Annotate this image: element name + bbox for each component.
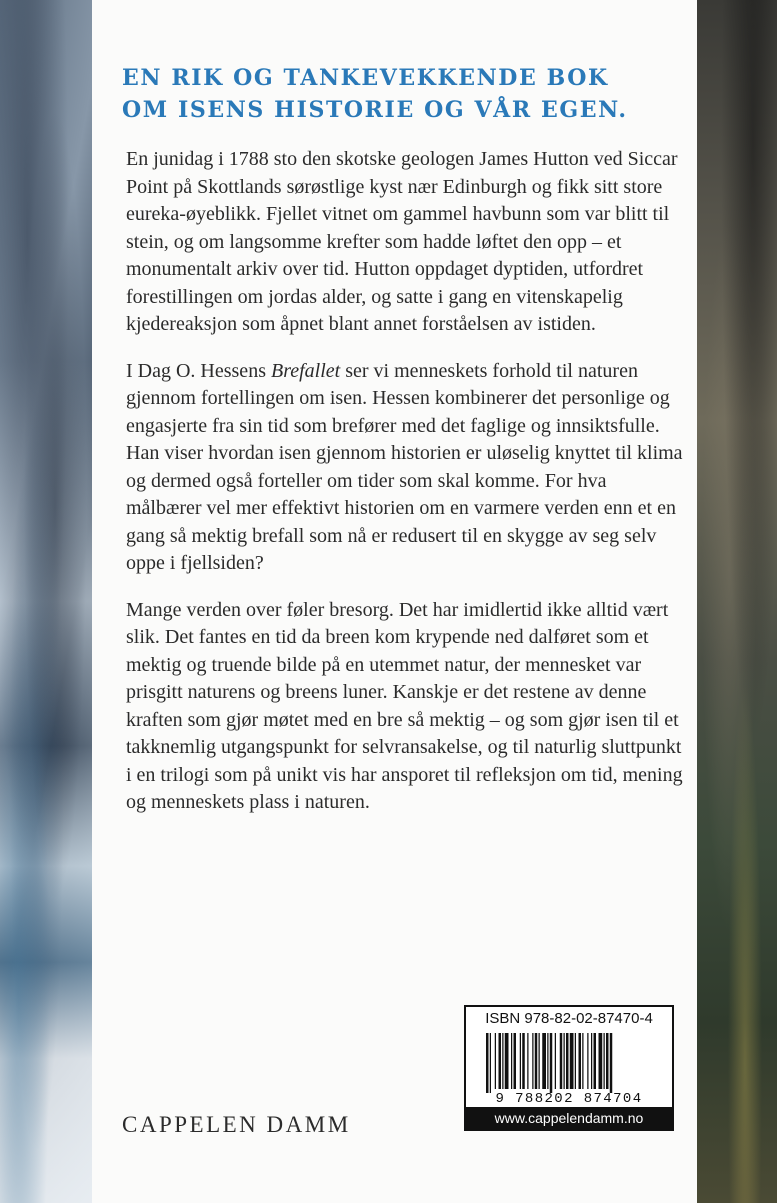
publisher-logo: CAPPELEN DAMM xyxy=(122,1112,351,1137)
isbn-label: ISBN 978-82-02-87470-4 xyxy=(466,1007,672,1031)
book-title: Brefallet xyxy=(270,359,341,382)
paragraph-2 xyxy=(126,358,686,578)
blurb xyxy=(126,146,686,836)
headline xyxy=(122,62,692,126)
cover-artwork-right xyxy=(697,0,777,1203)
headline-line-2: OM ISENS HISTORIE OG VÅR EGEN. xyxy=(122,97,628,123)
paragraph-1: En junidag i 1788 sto den skotske geologen James Hutton ved Siccar Point på Skottlands sørøstlige kyst nær Edinburgh og fikk sitt store eureka-øyeblikk. Fjellet vitnet om gammel havbunn som var blitt til stein, og om langsomme krefter som hadde løftet den opp – et monumentalt arkiv over tid. Hutton oppdaget dyptiden, utfordret forestillingen om jordas alder, og satte i gang en vitenskapelig kjedereaksjon som åpnet blant annet forståelsen av istiden. xyxy=(126,148,678,335)
barcode-digits: 9 788202 874704 xyxy=(495,1091,643,1107)
publisher-website: www.cappelendamm.no xyxy=(466,1107,672,1129)
isbn-barcode-box xyxy=(464,1005,674,1131)
cover-artwork-left xyxy=(0,0,92,1203)
barcode-icon xyxy=(486,1033,656,1093)
headline-line-1: EN RIK OG TANKEVEKKENDE BOK xyxy=(122,65,609,91)
paragraph-2-intro: I Dag O. Hessens xyxy=(126,359,271,382)
back-cover-panel xyxy=(92,0,697,1203)
paragraph-2-rest: ser vi menneskets forhold til naturen gjennom fortellingen om isen. Hessen kombinerer det personlige og engasjerte fra sin tid som brefører med det faglige og innsiktsfulle. Han viser hvordan isen gjennom historien er uløselig knyttet til klima og dermed også forteller om tider som skal komme. For hva målbærer vel mer effektivt historien om en varmere verden enn et en gang så mektig brefall som nå er redusert til en skygge av seg selv oppe i fjellsiden? xyxy=(126,359,683,574)
paragraph-3: Mange verden over føler bresorg. Det har imidlertid ikke alltid vært slik. Det fantes en tid da breen kom krypende ned dalføret som et mektig og truende bilde på en utemmet natur, der mennesket var prisgitt naturens og breens luner. Kanskje er det restene av denne kraften som gjør møtet med en bre så mektig – og som gjør isen til et takknemlig utgangspunkt for selvransakelse, og til naturlig sluttpunkt i en trilogi som på unikt vis har ansporet til refleksjon om tid, mening og menneskets plass i naturen. xyxy=(126,598,683,813)
